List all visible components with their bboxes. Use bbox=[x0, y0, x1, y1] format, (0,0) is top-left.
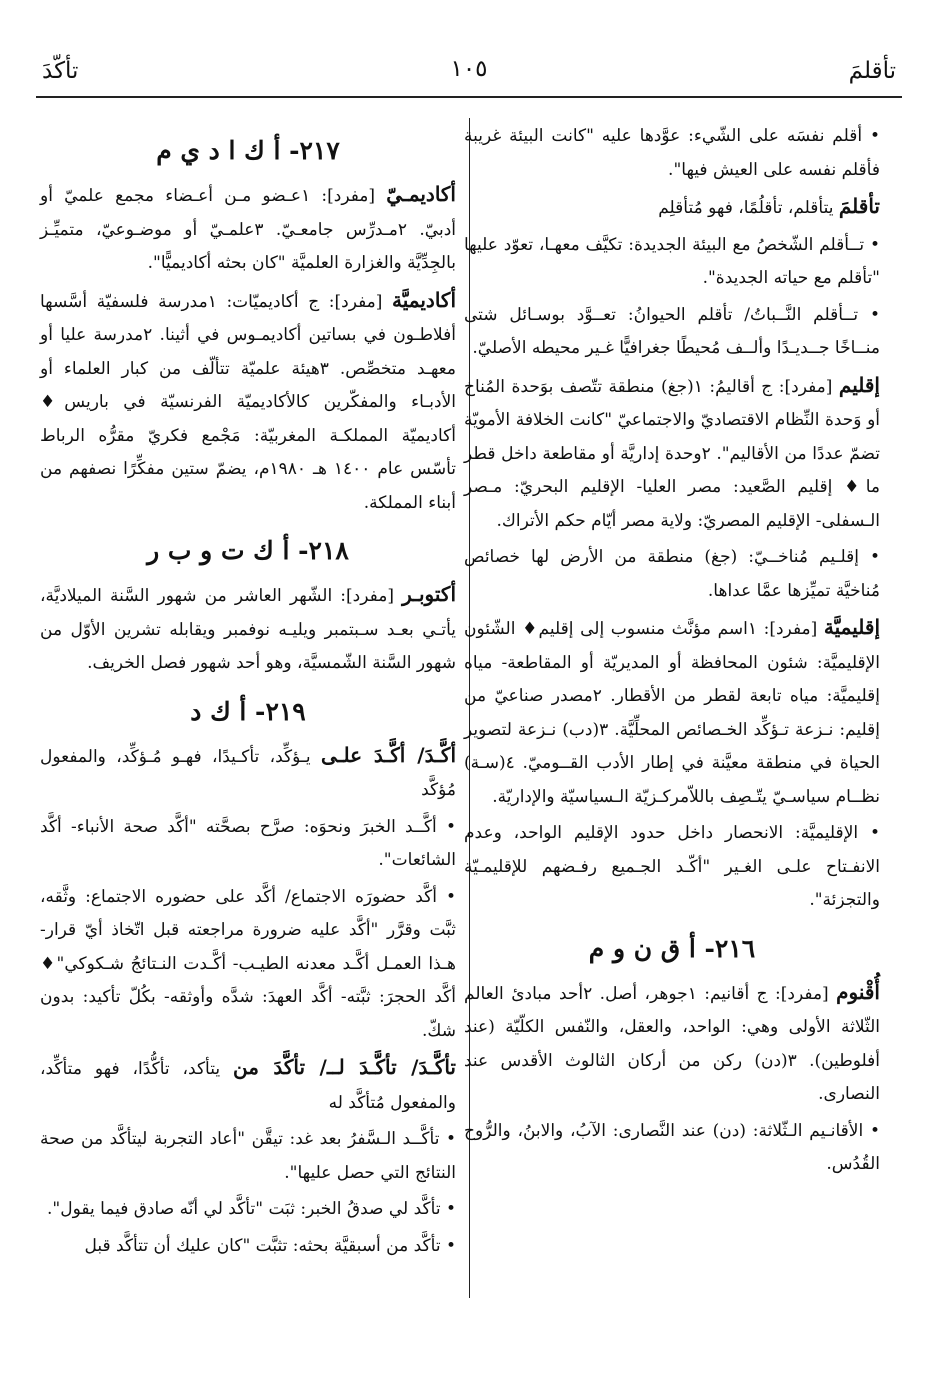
root-heading: ٢١٩- أ ك د bbox=[190, 696, 306, 726]
left-column bbox=[40, 120, 456, 1266]
entry-headword: تأكَّـدَ/ تأكَّـدَ لــ/ تأكَّدَ من bbox=[233, 1055, 456, 1079]
entry-headword: أكتوبـر bbox=[402, 582, 456, 606]
dictionary-entry bbox=[40, 284, 456, 521]
sense-paragraph: • الأقانـيم الـثّلاثة: (دن) عند النَّصارى: الآبُ، والابنُ، والرُّوح القُدُس. bbox=[464, 1120, 880, 1174]
entry-definition: [مفرد]: الشّهر العاشر من شهور السَّنة الميلاديَّة، يأتـي بعـد سـبتمبر ويليـه نوفمبر ويقابله تشرين الأوّل من شهور السَّنة الشّمسيَّة، وهو أحد شهور فصل الخريف. bbox=[40, 586, 456, 673]
page-header bbox=[36, 50, 902, 98]
dictionary-entry bbox=[464, 976, 880, 1112]
dictionary-entry bbox=[464, 369, 880, 539]
root-heading: ٢١٧- أ ك ا د ي م bbox=[156, 136, 340, 165]
entry-definition: [مفرد]: ١اسم مؤنَّث منسوب إلى إقليم♦ الشّئون الإقليميَّة: شئون المحافظة أو المديريّة أو المقاطعة- مياه إقليميَّة: مياه تابعة لقطر من الأقطار. ٢مصدر صناعيّ من إقليم: نـزعة تـؤكِّد الخـصائص المحلِّيَّة. ٣(دب) نـزعة لتصوير الحياة في منطقة معيَّنة في إطار الأدب القــوميّ. ٤(سـة) نظــام سياسـيّ يتّـصِف باللاّمركـزيّة الـسياسيّة والإداريّة. bbox=[464, 619, 880, 807]
entry-definition: يتأقلم، تأقلُمًا، فهو مُتأقلِم bbox=[658, 198, 839, 218]
dictionary-entry bbox=[40, 578, 456, 681]
page-number: ١٠٥ bbox=[450, 56, 488, 82]
dictionary-entry bbox=[40, 1051, 456, 1120]
header-last-word: تأكّدَ bbox=[42, 58, 79, 84]
sense-paragraph: • تــأقلم النَّــباتُ/ تأقلم الحيوانُ: تعــوَّد بوسـائل شتى منــاخًا جــديـدًا وألــف مُحيطًا جغرافيًّا غـير محيطه الأصليّ. bbox=[464, 304, 880, 358]
sense-paragraph: • أقلم نفسَه على الشّيء: عوَّدها عليه "كانت البيئة غريبة فأقلم نفسه على العيش فيها". bbox=[464, 126, 880, 180]
sense-paragraph: • تأكَّــد الـسَّفرُ بعد غد: تيقَّن "أعاد التجربة ليتأكَّد من صحة النتائج التي حصل عليها". bbox=[40, 1129, 456, 1183]
entry-headword: إقليم bbox=[838, 372, 880, 397]
root-heading: ٢١٦- أ ق ن و م bbox=[588, 933, 756, 963]
right-column bbox=[464, 120, 880, 1185]
dictionary-entry bbox=[40, 739, 456, 808]
entry-definition: يـؤكِّد، تأكـيدًا، فهـو مُـؤكِّد، والمفعول مُؤكَّد bbox=[40, 746, 456, 800]
entry-headword: تأقلمَ bbox=[838, 194, 880, 218]
entry-definition: [مفرد]: ج أقانيم: ١جوهر، أصل. ٢أحد مبادئ العالم الثّلاثة الأولى وهي: الواحد، والعقل، والنّفس الكلّيّة (عند أفلوطين). ٣(دن) ركن من أركان الثالوث الأقدس عند النصارى. bbox=[464, 983, 880, 1104]
sense-paragraph: • أكَّــد الخبرَ ونحوَه: صرَّح بصحَّته "أكَّد صحة الأنباء- أكَّد الشائعات". bbox=[40, 816, 456, 870]
entry-definition: يتأكد، تأكُّدًا، فهو متأكِّد، والمفعول مُتأكَّد له bbox=[40, 1059, 456, 1113]
sense-paragraph: • إقلـيم مُناخــيّ: (جغ) منطقة من الأرض لها خصائص مُناخيَّة تميِّزها عمَّا عداها. bbox=[464, 547, 880, 601]
sense-paragraph: • تأكَّد من أسبقيَّة بحثه: تثبَّت "كان عليك أن تتأكَّد قبل bbox=[84, 1235, 456, 1256]
entry-definition: [مفرد]: ١عـضو مـن أعـضاء مجمع علميّ أو أدبيّ. ٢مـدرِّس جامعـيّ. ٣علمـيّ أو موضـوعيّ، متميِّـز بالجِدِّيَّة والغزارة العلميَّة "كان بحثه أكاديميًّا". bbox=[40, 186, 456, 273]
sense-paragraph: • تــأقلم الشّخصُ مع البيئة الجديدة: تكيَّف معهـا، تعوّد عليها "تأقلم مع حياته الجديدة". bbox=[464, 234, 880, 288]
sense-paragraph: • الإقليميَّة: الانحصار داخل حدود الإقليم الواحد، وعدم الانفـتاح علـى الغـير "أكّـد الجـميع رفـضهم للإقليمـيّة والتجزئة". bbox=[464, 823, 880, 910]
header-first-word: تأقلمَ bbox=[848, 58, 896, 84]
sense-paragraph: • أكَّد حضورَه الاجتماع/ أكَّد على حضوره الاجتماع: وثَّقه، ثبَّت وقرَّر "أكَّد عليه ضرورة مراجعته قبل اتّخاذ أيّ قرار- هـذا العمـل أكَّـد معدنه الطيـب- أكَّـدت النـتائجُ شـكوكي"♦ أكَّد الحجرَ: ثبَّته- أكَّد العهدَ: شدَّه وأوثقه- بكُلّ تأكيد: بدون شكّ. bbox=[40, 886, 456, 1041]
entry-headword: أكَّـدَ/ أكَّـدَ علـى bbox=[320, 742, 456, 767]
sense-paragraph: • تأكَّد لي صدقُ الخبر: ثبَت "تأكَّد لي أنّه صادق فيما يقول". bbox=[47, 1199, 456, 1219]
entry-definition: [مفرد]: ج أقاليمُ: ١(جغ) منطقة تتّصف بوَحدة المُناخ أو وَحدة النِّظام الاقتصاديّ والاجتماعيّ "كانت الخلافة الأمويّة تضمّ عددًا من الأقاليم". ٢وحدة إداريَّة أو مقاطعة داخل قطر ما♦ إقليم الصَّعيد: مصر العليا- الإقليم البحريّ: مـصر الـسفلى- الإقليم المصريّ: ولاية مصر أيّام حكم الأتراك. bbox=[464, 376, 880, 531]
dictionary-entry bbox=[464, 611, 880, 814]
dictionary-entry bbox=[464, 190, 880, 226]
root-heading: ٢١٨- أ ك ت و ب ر bbox=[147, 536, 349, 565]
entry-headword: أكاديميَّة bbox=[392, 287, 456, 312]
entry-headword: أُقْنوم bbox=[836, 979, 880, 1004]
entry-headword: أكاديمـيّ bbox=[386, 182, 456, 206]
entry-headword: إقليميَّة bbox=[823, 615, 880, 639]
entry-definition: [مفرد]: ج أكاديميّات: ١مدرسة فلسفيّة أسَّسها أفلاطـون في بساتين أكاديمـوس في أثينا. ٢مدرسة عليا أو معهـد متخصِّص. ٣هيئة علميّة تتألّف من كبار العلماء أو الأدبـاء والمفكّرين كالأكاديميّة الفرنسيّة في باريس♦ أكاديميّة المملكـة المغربيّة: مَجْمع فكريّ مقرُّه الرباط تأسّس عام ١٤٠٠ هـ ١٩٨٠م، يضمّ ستين مفكِّرًا نصفهم من أبناء المملكة. bbox=[40, 291, 457, 513]
dictionary-entry bbox=[40, 178, 456, 281]
